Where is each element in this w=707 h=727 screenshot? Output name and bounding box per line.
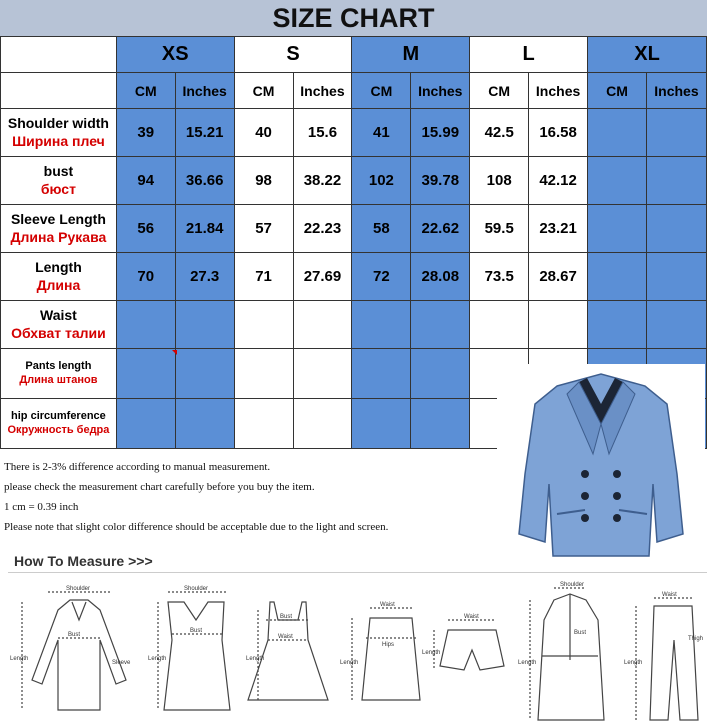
table-cell: 94	[116, 157, 175, 205]
label-length: Length	[340, 660, 359, 666]
note-line: 1 cm = 0.39 inch	[4, 501, 79, 513]
shorts-figure	[434, 620, 504, 670]
table-cell	[175, 349, 234, 399]
table-cell	[588, 157, 647, 205]
label-length: Length	[624, 660, 643, 666]
note-line: please check the measurement chart carefully before you buy the item.	[4, 481, 315, 493]
row-label-english: bust	[43, 163, 74, 179]
blazer-product-image	[497, 364, 705, 568]
row-label-english: Sleeve Length	[10, 211, 106, 227]
table-cell	[293, 301, 352, 349]
label-shoulder: Shoulder	[184, 586, 209, 592]
row-label	[1, 399, 117, 449]
row-label-russian: Длина штанов	[19, 373, 98, 386]
row-label	[1, 157, 117, 205]
table-cell	[588, 301, 647, 349]
table-cell: 98	[234, 157, 293, 205]
unit-inches: Inches	[175, 73, 234, 109]
table-cell: 15.6	[293, 109, 352, 157]
table-cell	[588, 109, 647, 157]
table-cell	[646, 301, 706, 349]
row-label	[1, 301, 117, 349]
table-cell	[116, 399, 175, 449]
unit-inches: Inches	[293, 73, 352, 109]
label-bust: Bust	[574, 630, 587, 636]
row-label-russian: Окружность бедра	[7, 423, 110, 436]
table-row	[1, 205, 707, 253]
label-hips: Hips	[382, 642, 395, 648]
label-sleeve: Sleeve	[112, 660, 131, 666]
table-cell	[234, 399, 293, 449]
table-cell	[175, 399, 234, 449]
table-cell: 42.12	[529, 157, 588, 205]
unit-cm: CM	[588, 73, 647, 109]
table-cell	[646, 205, 706, 253]
row-label-english: Waist	[40, 307, 77, 323]
table-cell	[529, 301, 588, 349]
divider	[8, 572, 707, 573]
table-cell: 27.69	[293, 253, 352, 301]
note-line: There is 2-3% difference according to manual measurement.	[4, 461, 271, 473]
how-to-measure-figures	[8, 580, 707, 727]
table-cell: 73.5	[470, 253, 529, 301]
table-cell: 39	[116, 109, 175, 157]
table-cell	[646, 253, 706, 301]
label-length: Length	[148, 656, 167, 662]
tank-figure	[158, 592, 230, 710]
table-cell	[411, 301, 470, 349]
label-waist: Waist	[380, 602, 395, 608]
size-header-l: L	[470, 37, 588, 73]
table-cell: 22.23	[293, 205, 352, 253]
table-cell: 102	[352, 157, 411, 205]
table-cell: 27.3	[175, 253, 234, 301]
table-cell	[293, 349, 352, 399]
label-shoulder: Shoulder	[560, 582, 585, 588]
unit-cm: CM	[352, 73, 411, 109]
label-bust: Bust	[190, 628, 203, 634]
label-length: Length	[518, 660, 537, 666]
measurement-notes	[4, 457, 504, 537]
table-cell: 21.84	[175, 205, 234, 253]
table-cell: 72	[352, 253, 411, 301]
table-cell	[116, 301, 175, 349]
corner-cell	[1, 73, 117, 109]
row-label-english: Length	[35, 259, 82, 275]
table-cell: 59.5	[470, 205, 529, 253]
skirt-figure	[352, 608, 420, 700]
label-waist: Waist	[662, 592, 677, 598]
unit-inches: Inches	[411, 73, 470, 109]
row-label-russian: Ширина плеч	[12, 132, 105, 149]
table-cell: 15.99	[411, 109, 470, 157]
row-label	[1, 205, 117, 253]
label-length: Length	[422, 650, 441, 656]
table-cell	[234, 349, 293, 399]
table-cell	[293, 399, 352, 449]
label-thigh: Thigh	[688, 636, 704, 642]
label-length: Length	[10, 656, 29, 662]
table-cell	[352, 399, 411, 449]
corner-cell	[1, 37, 117, 73]
note-line: Please note that slight color difference should be acceptable due to the light and screen.	[4, 521, 389, 533]
table-cell: 56	[116, 205, 175, 253]
label-bust: Bust	[68, 632, 81, 638]
table-cell	[646, 157, 706, 205]
table-cell: 57	[234, 205, 293, 253]
table-cell: 22.62	[411, 205, 470, 253]
table-cell	[234, 301, 293, 349]
row-label	[1, 349, 117, 399]
table-cell: 16.58	[529, 109, 588, 157]
table-cell	[411, 349, 470, 399]
label-waist: Waist	[464, 614, 479, 620]
table-cell: 23.21	[529, 205, 588, 253]
unit-header-row	[1, 73, 707, 109]
table-cell: 70	[116, 253, 175, 301]
row-label-russian: Обхват талии	[11, 324, 106, 341]
table-cell: 36.66	[175, 157, 234, 205]
red-corner-mark	[172, 350, 177, 355]
table-cell	[175, 301, 234, 349]
table-cell	[352, 349, 411, 399]
table-cell: 42.5	[470, 109, 529, 157]
coat-figure	[530, 588, 604, 720]
label-length: Length	[246, 656, 265, 662]
table-cell	[116, 349, 175, 399]
row-label-english: hip circumference	[11, 409, 106, 422]
unit-cm: CM	[234, 73, 293, 109]
table-row	[1, 109, 707, 157]
unit-cm: CM	[470, 73, 529, 109]
table-row	[1, 157, 707, 205]
table-cell	[352, 301, 411, 349]
row-label-english: Pants length	[25, 359, 92, 372]
size-header-row	[1, 37, 707, 73]
unit-inches: Inches	[646, 73, 706, 109]
size-header-m: M	[352, 37, 470, 73]
label-waist: Waist	[278, 634, 293, 640]
row-label-russian: бюст	[40, 180, 76, 197]
table-cell: 40	[234, 109, 293, 157]
size-header-xl: XL	[588, 37, 707, 73]
row-label-english: Shoulder width	[7, 115, 109, 131]
table-row	[1, 301, 707, 349]
page-title: SIZE CHART	[0, 0, 707, 36]
table-cell	[411, 399, 470, 449]
label-shoulder: Shoulder	[66, 586, 91, 592]
table-cell: 28.67	[529, 253, 588, 301]
size-header-xs: XS	[116, 37, 234, 73]
unit-cm: CM	[116, 73, 175, 109]
table-cell: 28.08	[411, 253, 470, 301]
table-cell	[588, 253, 647, 301]
table-cell: 58	[352, 205, 411, 253]
table-cell	[646, 109, 706, 157]
unit-inches: Inches	[529, 73, 588, 109]
table-row	[1, 253, 707, 301]
shirt-figure	[22, 592, 126, 710]
row-label	[1, 109, 117, 157]
label-bust: Bust	[280, 614, 293, 620]
table-cell	[470, 301, 529, 349]
table-cell: 108	[470, 157, 529, 205]
row-label-russian: Длина	[36, 276, 81, 293]
table-cell: 15.21	[175, 109, 234, 157]
how-to-measure-heading: How To Measure >>>	[14, 553, 153, 569]
row-label-russian: Длина Рукава	[10, 228, 107, 245]
row-label	[1, 253, 117, 301]
table-cell: 39.78	[411, 157, 470, 205]
table-cell: 71	[234, 253, 293, 301]
table-cell	[588, 205, 647, 253]
pants-figure	[636, 598, 698, 720]
table-cell: 38.22	[293, 157, 352, 205]
table-cell: 41	[352, 109, 411, 157]
size-header-s: S	[234, 37, 352, 73]
